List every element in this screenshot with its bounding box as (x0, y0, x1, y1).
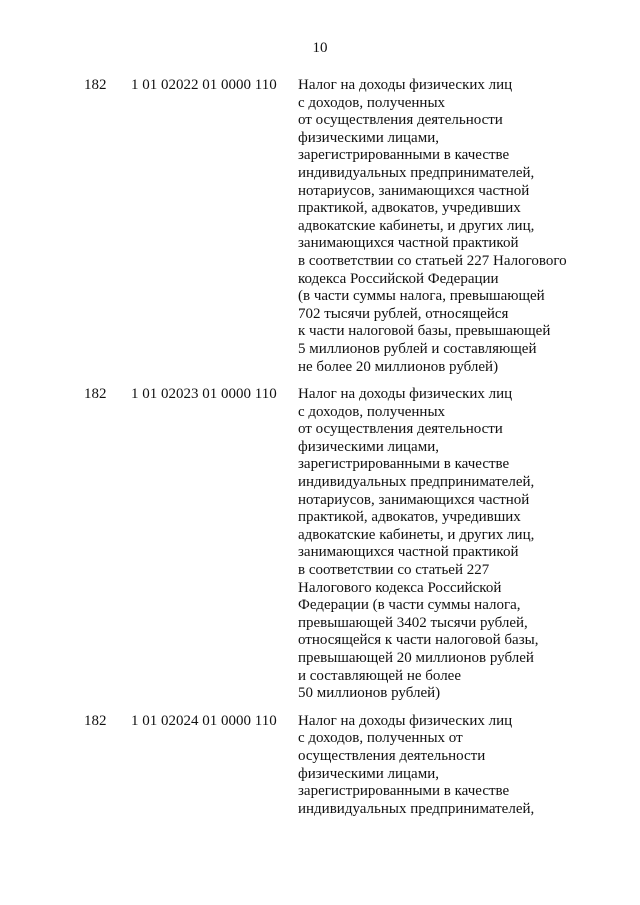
description-line: Федерации (в части суммы налога, (298, 597, 521, 614)
description-line: занимающихся частной практикой (298, 235, 519, 252)
description-line: нотариусов, занимающихся частной (298, 491, 530, 508)
description-line: Налог на доходы физических лиц (298, 386, 513, 403)
description-line: адвокатские кабинеты, и других лиц, (298, 526, 535, 543)
description-line: зарегистрированными в качестве (298, 783, 510, 800)
administrator-code: 182 (84, 77, 107, 93)
description-line: индивидуальных предпринимателей, (298, 800, 535, 817)
description-line: физическими лицами, (298, 129, 439, 146)
description-line: 702 тысячи рублей, относящейся (298, 305, 509, 322)
income-description (298, 77, 598, 376)
description-line: индивидуальных предпринимателей, (298, 474, 535, 491)
description-line: к части налоговой базы, превышающей (298, 323, 551, 340)
description-line: Налогового кодекса Российской (298, 579, 502, 596)
description-line: Налог на доходы физических лиц (298, 712, 513, 729)
description-line: 5 миллионов рублей и составляющей (298, 340, 537, 357)
administrator-code: 182 (84, 712, 107, 729)
page-number: 10 (312, 40, 328, 56)
description-line: нотариусов, занимающихся частной (298, 182, 530, 199)
description-line: практикой, адвокатов, учредивших (298, 200, 521, 217)
description-line: от осуществления деятельности (298, 112, 503, 129)
description-line: индивидуальных предпринимателей, (298, 164, 535, 181)
income-description (298, 713, 598, 819)
description-line: (в части суммы налога, превышающей (298, 288, 545, 305)
description-line: с доходов, полученных (298, 403, 446, 420)
description-line: занимающихся частной практикой (298, 544, 519, 561)
income-description (298, 386, 598, 703)
table-row (0, 77, 640, 376)
description-line: физическими лицами, (298, 765, 439, 782)
description-line: адвокатские кабинеты, и других лиц, (298, 217, 535, 234)
description-line: и составляющей не более (298, 667, 461, 684)
description-line: Налог на доходы физических лиц (298, 77, 513, 93)
description-line: не более 20 миллионов рублей) (298, 358, 499, 375)
description-line: превышающей 3402 тысячи рублей, (298, 614, 528, 631)
description-line: от осуществления деятельности (298, 421, 503, 438)
administrator-code: 182 (84, 386, 107, 403)
table-row (0, 386, 640, 703)
description-line: с доходов, полученных (298, 94, 446, 111)
description-line: 50 миллионов рублей) (298, 685, 441, 702)
description-line: в соответствии со статьей 227 (298, 562, 490, 579)
description-line: физическими лицами, (298, 438, 439, 455)
description-line: зарегистрированными в качестве (298, 456, 510, 473)
description-line: в соответствии со статьей 227 Налогового (298, 252, 567, 269)
description-line: относящейся к части налоговой базы, (298, 632, 539, 649)
description-line: осуществления деятельности (298, 747, 486, 764)
budget-classification-code: 1 01 02023 01 0000 110 (131, 386, 277, 403)
description-line: зарегистрированными в качестве (298, 147, 510, 164)
budget-classification-code: 1 01 02024 01 0000 110 (131, 712, 277, 729)
description-line: практикой, адвокатов, учредивших (298, 509, 521, 526)
description-line: кодекса Российской Федерации (298, 270, 499, 287)
table-row (0, 713, 640, 819)
budget-classification-code: 1 01 02022 01 0000 110 (131, 77, 277, 93)
budget-classification-table (0, 77, 640, 828)
description-line: с доходов, полученных от (298, 730, 463, 747)
description-line: превышающей 20 миллионов рублей (298, 650, 534, 666)
